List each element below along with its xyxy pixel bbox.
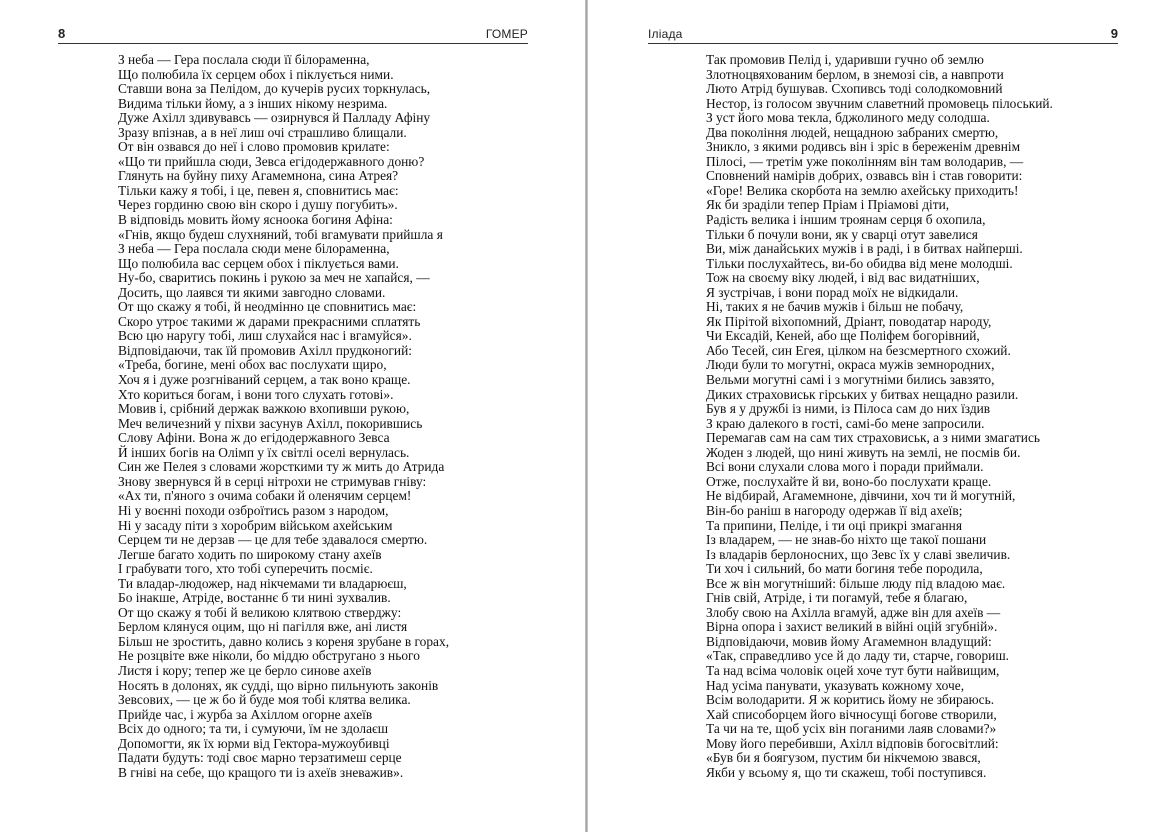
poem-line: Відповідаючи, так їй промовив Ахілл прудконогий:	[118, 342, 412, 358]
poem-line: Тож на своєму віку людей, і від вас видатніших,	[706, 270, 980, 286]
left-page-header	[58, 26, 528, 44]
poem-line: Серцем ти не дерзав — це для тебе здавалося смертю.	[118, 532, 428, 548]
poem-line: З краю далекого в гості, самі-бо мене запросили.	[706, 415, 985, 431]
poem-line: Що полюбила їх серцем обох і піклується ними.	[118, 66, 394, 82]
poem-line: Носять в долонях, як судді, що вірно пильнують законів	[118, 677, 439, 693]
poem-line: Хто кориться богам, і вони того слухать готові».	[118, 386, 394, 402]
poem-line: Ти владар-людожер, над нікчемами ти владарюєш,	[118, 575, 407, 591]
poem-line: «Був би я боягузом, пустим би нікчемою звався,	[706, 750, 981, 766]
poem-line: «Гнів, якщо будеш слухняний, тобі вгамувати прийшла я	[118, 226, 443, 242]
running-head: Іліада	[648, 27, 683, 41]
poem-line: З неба — Гера послала сюди її білораменна,	[118, 52, 370, 67]
page-number: 8	[58, 26, 66, 41]
poem-line: Люди були то могутні, окраса мужів земнородних,	[706, 357, 995, 373]
poem-line: Із владарів берлоносних, що Зевс їх у славі звеличив.	[706, 546, 1011, 562]
poem-line: Хай списоборцем його вічносущі богове створили,	[706, 706, 997, 722]
poem-line: Нестор, із голосом звучним славетний промовець пілоський.	[706, 95, 1053, 111]
poem-line: Всім володарити. Я ж коритись йому не збираюсь.	[706, 692, 995, 708]
poem-line: Ти хоч і сильний, бо мати богиня тебе породила,	[706, 561, 983, 577]
poem-line: Скоро утроє такими ж дарами прекрасними сплатять	[118, 313, 421, 329]
poem-line: Всіх до одного; та ти, і сумуючи, їм не здолаєш	[118, 721, 389, 737]
poem-line: Бо інакше, Атріде, востаннє б ти нині зухвалив.	[118, 590, 391, 606]
poem-line: Листя і кору; тепер же це берло синове ахеїв	[118, 662, 372, 678]
poem-line: «Горе! Велика скорбота на землю ахейську приходить!	[706, 182, 1019, 198]
poem-line: Ні у засаду піти з хоробрим військом ахейським	[118, 517, 393, 533]
running-head: ГОМЕР	[485, 27, 528, 41]
poem-line: Не розцвіте вже ніколи, бо міддю обстругано з нього	[118, 648, 420, 664]
poem-line: Ставши вона за Пелідом, до кучерів русих торкнулась,	[118, 81, 431, 97]
poem-line: Тільки кажу я тобі, і це, певен я, сповнитись має:	[118, 182, 399, 198]
poem-line: Відповідаючи, мовив йому Агамемнон владущий:	[706, 633, 992, 649]
poem-line: Так промовив Пелід і, ударивши гучно об землю	[706, 52, 984, 67]
poem-line: «Ах ти, п'яного з очима собаки й оленячим серцем!	[118, 488, 412, 504]
poem-line: В відповідь мовить йому ясноока богиня Афіна:	[118, 212, 393, 228]
poem-line: Ви, між данайських мужів і в раді, і в битвах найперші.	[706, 241, 1023, 257]
poem-line: Або Тесей, син Егея, цілком на безсмертного схожий.	[706, 342, 1011, 358]
poem-line: Люто Атрід бушував. Схопивсь тоді солодкомовний	[706, 81, 1003, 97]
poem-line: Падати будуть: тоді своє марно терзатимеш серце	[118, 750, 402, 766]
poem-line: Жоден з людей, що нині живуть на землі, не посмів би.	[706, 444, 1021, 460]
poem-line: Берлом клянуся оцим, що ні пагілля вже, ані листя	[118, 619, 408, 635]
poem-line: Отже, послухайте й ви, воно-бо послухати краще.	[706, 473, 992, 489]
poem-line: Якби у всьому я, що ти скажеш, тобі поступився.	[706, 764, 987, 780]
poem-line: Був я у дружбі із ними, із Пілоса сам до них їздив	[706, 401, 991, 417]
poem-line: От що скажу я тобі й великою клятвою стверджу:	[118, 604, 402, 620]
poem-line: Зразу впізнав, а в неї лиш очі страшливо блищали.	[118, 124, 407, 140]
poem-line: Син же Пелея з словами жорсткими ту ж мить до Атрида	[118, 459, 445, 475]
poem-line: Знову звернувся й в серці нітрохи не стримував гніву:	[118, 473, 427, 489]
left-page	[0, 0, 586, 832]
poem-line: Хоч я і дуже розгніваний серцем, а так воно краще.	[118, 372, 411, 388]
poem-line: От він озвався до неї і слово промовив крилате:	[118, 139, 390, 155]
poem-line: В гніві на себе, що кращого ти із ахеїв зневажив».	[118, 764, 404, 780]
poem-line: Все ж він могутніший: більше люду під владою має.	[706, 575, 1006, 591]
poem-line: Як би зраділи тепер Пріам і Пріамові діти,	[706, 197, 950, 213]
poem-line: Злобу свою на Ахілла вгамуй, адже він для ахеїв —	[706, 604, 1001, 620]
poem-line: Зникло, з якими родивсь він і зріс в береженім древнім	[706, 139, 1021, 155]
page-number: 9	[1110, 26, 1118, 41]
poem-line: Із владарем, — не знав-бо ніхто ще такої пошани	[706, 532, 987, 548]
right-page	[588, 0, 1175, 832]
poem-line: Зевсових, — це ж бо й буде моя тобі клятва велика.	[118, 692, 411, 708]
poem-line: Мовив і, срібний держак важкою вхопивши рукою,	[118, 401, 410, 417]
poem-line: «Треба, богине, мені обох вас послухати щиро,	[118, 357, 387, 373]
poem-line: Вірна опора і захист великий в війні оцій згубній».	[706, 619, 998, 635]
poem-line: Та над всіма чоловік оцей хоче тут бути найвищим,	[706, 662, 1000, 678]
poem-line: От що скажу я тобі, й неодмінно це сповнитись має:	[118, 299, 417, 315]
poem-line: Вельми могутні самі і з могутніми бились завзято,	[706, 372, 995, 388]
poem-line: Дуже Ахілл здивувавсь — озирнувся й Палладу Афіну	[118, 110, 431, 126]
poem-line: «Що ти прийшла сюди, Зевса егідодержавного доню?	[118, 153, 425, 169]
poem-line: Два покоління людей, нещадною забраних смертю,	[706, 124, 999, 140]
poem-line: Більш не зростить, давно колись з кореня зрубане в горах,	[118, 633, 450, 649]
poem-line: І грабувати того, хто тобі суперечить посміє.	[118, 561, 373, 577]
poem-line: Що полюбила вас серцем обох і піклується вами.	[118, 255, 399, 271]
poem-line: Тільки б почули вони, як у сварці отут завелися	[706, 226, 978, 242]
poem-line: Ні у воєнні походи озброїтись разом з народом,	[118, 502, 389, 518]
poem-line: Сповнений намірів добрих, озвавсь він і став говорити:	[706, 168, 1023, 184]
poem-line: Гнів свій, Атріде, і ти погамуй, тебе я благаю,	[706, 590, 968, 606]
poem-line: Перемагав сам на сам тих страховиськ, а з ними змагатись	[706, 430, 1040, 446]
header-rule	[648, 43, 1118, 44]
poem-line: Над усіма панувати, указувать кожному хоче,	[706, 677, 965, 693]
poem-line: Легше багато ходить по широкому стану ахеїв	[118, 546, 382, 562]
poem-line: Та чи на те, щоб усіх він поганими лаяв словами?»	[706, 721, 997, 737]
header-rule	[58, 43, 528, 44]
poem-line: Глянуть на буйну пиху Агамемнона, сина Атрея?	[118, 168, 399, 184]
poem-line: Прийде час, і журба за Ахіллом огорне ахеїв	[118, 706, 373, 722]
poem-line: Як Пірітой віхопомний, Дріант, поводатар народу,	[706, 313, 992, 329]
poem-line: Всю цю наругу тобі, лиш слухайся нас і вгамуйся».	[118, 328, 412, 344]
poem-line: Видима тільки йому, а з інших нікому незрима.	[118, 95, 388, 111]
poem-line: Чи Ексадій, Кеней, або ще Поліфем богорівний,	[706, 328, 980, 344]
poem-text	[706, 53, 1053, 780]
poem-line: Диких страховиськ гірських у битвах нещадно разили.	[706, 386, 1019, 402]
poem-line: З неба — Гера послала сюди мене білораменна,	[118, 241, 390, 257]
poem-line: Меч величезний у піхви засунув Ахілл, покорившись	[118, 415, 423, 431]
poem-line: Пілосі, — третім уже поколінням він там володарив, —	[706, 153, 1024, 169]
poem-line: Допомогти, як їх юрми від Гектора-мужоубивці	[118, 735, 390, 751]
poem-line: Я зустрічав, і вони порад моїх не відкидали.	[706, 284, 959, 300]
poem-line: «Так, справедливо усе й до ладу ти, старче, говориш.	[706, 648, 1009, 664]
poem-line: Тільки послухайтесь, ви-бо обидва від мене молодші.	[706, 255, 1013, 271]
poem-line: Всі вони слухали слова мого і поради приймали.	[706, 459, 984, 475]
poem-line: З уст його мова текла, бджолиного меду солодша.	[706, 110, 990, 126]
poem-line: Не відбирай, Агамемноне, дівчини, хоч ти й могутній,	[706, 488, 1016, 504]
poem-line: Злотноцвяхованим берлом, в знемозі сів, а навпроти	[706, 66, 1004, 82]
poem-line: Й інших богів на Олімп у їх світлі оселі вернулась.	[118, 444, 410, 460]
right-page-header	[648, 26, 1118, 44]
poem-line: Ні, таких я не бачив мужів і більш не побачу,	[706, 299, 964, 315]
poem-line: Через гординю свою він скоро і душу погубить».	[118, 197, 398, 213]
poem-line: Радість велика і іншим троянам серця б охопила,	[706, 212, 986, 228]
poem-text	[118, 53, 449, 780]
poem-line: Він-бо раніш в нагороду одержав її від ахеїв;	[706, 502, 963, 518]
poem-line: Ну-бо, сваритись покинь і рукою за меч не хапайся, —	[118, 270, 430, 286]
poem-line: Слову Афіни. Вона ж до егідодержавного Зевса	[118, 430, 390, 446]
poem-line: Мову його перебивши, Ахілл відповів богосвітлий:	[706, 735, 999, 751]
poem-line: Та припини, Пеліде, і ти оці прикрі змагання	[706, 517, 963, 533]
poem-line: Досить, що лаявся ти якими завгодно словами.	[118, 284, 386, 300]
